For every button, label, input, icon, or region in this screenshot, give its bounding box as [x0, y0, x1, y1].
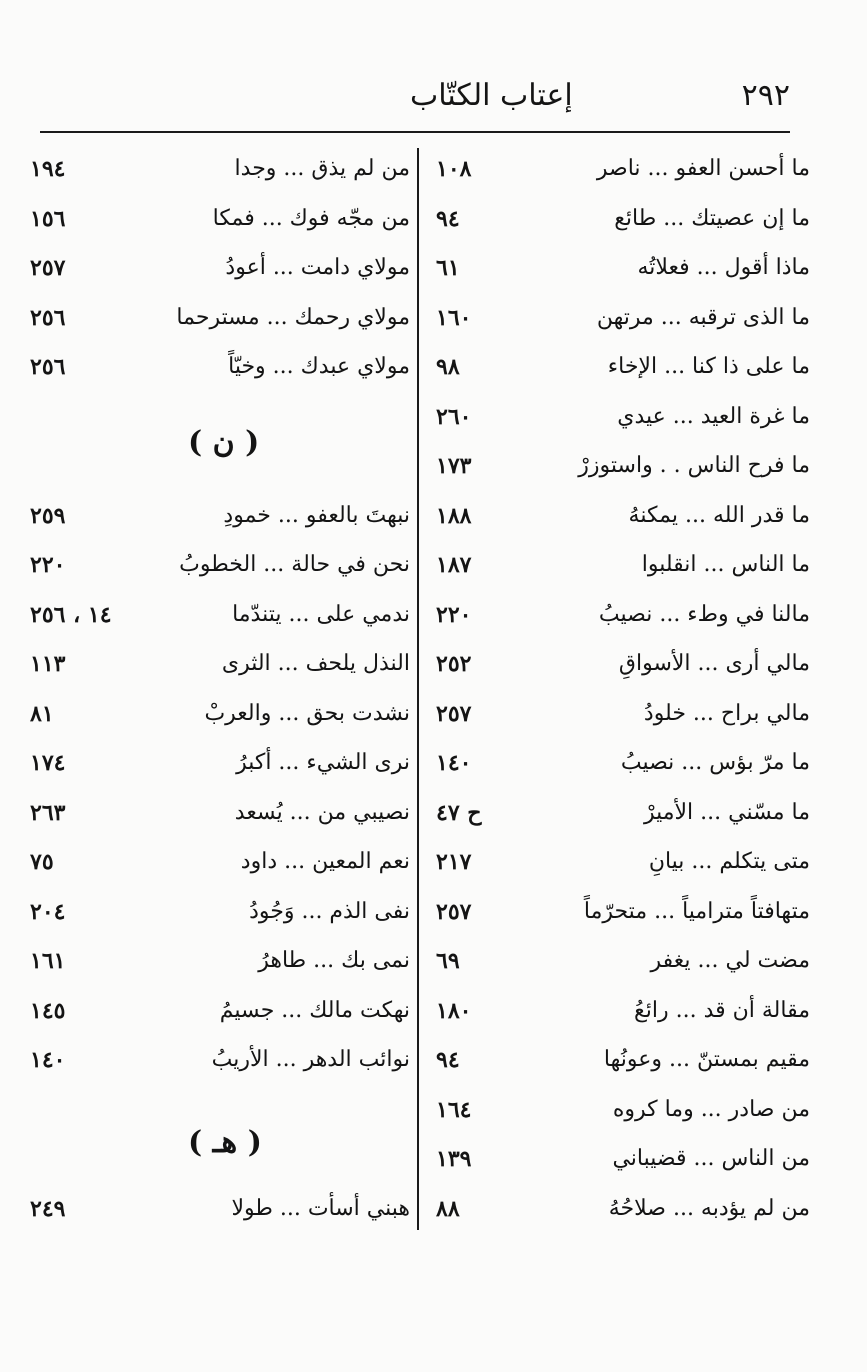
entry-text: نبهتَ بالعفو ... خمودِ	[223, 502, 410, 528]
section-letter-nun: ( ن )	[188, 425, 260, 460]
entry-text: ما إن عصيتك ... طائع	[614, 205, 810, 231]
index-entry	[30, 742, 410, 792]
entry-page-number: ١٩٤	[30, 156, 66, 182]
index-entry	[30, 940, 410, 990]
index-entry	[30, 1188, 410, 1238]
entry-page-number: ١٧٣	[436, 453, 472, 479]
entry-text: ماذا أقول ... فعلاتُه	[637, 255, 810, 280]
entry-text: مضت لي ... يغفر	[650, 948, 810, 973]
index-entry	[30, 297, 410, 347]
entry-text: من الناس ... قضيباني	[612, 1146, 810, 1171]
index-entry	[30, 792, 410, 842]
header-rule	[40, 131, 790, 133]
entry-page-number: ح ٤٧	[436, 799, 482, 826]
index-entry	[30, 1039, 410, 1089]
entry-page-number: ١٨٧	[436, 552, 472, 578]
entry-text: نصيبي من ... يُسعد	[234, 799, 410, 825]
entry-text: متى يتكلم ... بيانِ	[648, 849, 810, 874]
entry-page-number: ١٤٥	[30, 997, 66, 1024]
entry-text: ما الناس ... انقلبوا	[641, 552, 810, 577]
page-number: ٢٩٢	[741, 78, 790, 113]
entry-page-number: ١٦٠	[436, 304, 472, 331]
index-entry	[30, 148, 410, 198]
index-entry	[30, 643, 410, 693]
entry-text: مالي براح ... خلودُ	[643, 700, 810, 726]
entry-page-number: ٦٩	[436, 948, 460, 974]
index-entry	[428, 940, 810, 990]
index-entry	[30, 594, 410, 644]
entry-page-number: ٦١	[436, 255, 460, 281]
entry-page-number: ٢٦٠	[436, 403, 472, 430]
entry-page-number: ٢٥٦	[30, 354, 66, 380]
running-title: إعتاب الكتّاب	[410, 78, 573, 113]
entry-text: نفى الذم ... وَجُودُ	[249, 898, 410, 924]
index-entry	[30, 990, 410, 1040]
entry-text: النذل يلحف ... الثرى	[221, 651, 410, 676]
entry-text: ما مرّ بؤس ... نصيبُ	[620, 750, 810, 775]
page-header	[40, 78, 790, 122]
index-entry	[428, 594, 810, 644]
entry-text: من لم يذق ... وجدا	[234, 156, 410, 181]
index-entry	[30, 891, 410, 941]
entry-page-number: ٩٨	[436, 354, 460, 380]
entry-text: ندمي على ... يتندّما	[232, 601, 410, 627]
index-entry	[428, 841, 810, 891]
entry-text: ما مسّني ... الأميرْ	[643, 799, 810, 825]
index-entry	[428, 247, 810, 297]
entry-text: مولاي دامت ... أعودُ	[225, 255, 410, 280]
index-entry	[428, 792, 810, 842]
entry-page-number: ٩٤	[436, 205, 460, 232]
entry-page-number: ١١٣	[30, 651, 66, 677]
entry-text: ما الذى ترقبه ... مرتهن	[596, 304, 810, 330]
section-letter-ha: ( هـ )	[188, 1125, 262, 1160]
entry-page-number: ٢٢٠	[30, 552, 66, 578]
entry-text: نحن في حالة ... الخطوبُ	[179, 552, 410, 577]
entry-text: مقيم بمستنّ ... وعونُها	[603, 1047, 810, 1072]
entry-page-number: ٢٥٧	[436, 700, 472, 727]
entry-page-number: ٢٥٧	[436, 898, 472, 925]
entry-text: ما غرة العيد ... عيدي	[617, 403, 810, 429]
entry-text: نهكت مالك ... جسيمُ	[219, 997, 410, 1023]
entry-text: نوائب الدهر ... الأريبُ	[211, 1047, 410, 1072]
index-entry	[428, 544, 810, 594]
index-entry	[30, 495, 410, 545]
entry-text: نعم المعين ... داود	[240, 849, 410, 874]
entry-text: مولاي عبدك ... وخيّاً	[228, 354, 410, 379]
entry-page-number: ١٤٠	[436, 750, 472, 776]
entry-page-number: ١٤٠	[30, 1047, 66, 1073]
entry-text: مقالة أن قد ... رائعُ	[634, 997, 810, 1023]
index-entry	[30, 693, 410, 743]
index-entry	[428, 346, 810, 396]
entry-page-number: ٢٥٢	[436, 651, 472, 677]
entry-page-number: ١٤ ، ٢٥٦	[30, 601, 112, 628]
index-entry	[428, 693, 810, 743]
entry-text: مالي أرى ... الأسواقِ	[618, 651, 810, 676]
entry-page-number: ١٥٦	[30, 205, 66, 232]
entry-page-number: ٢٥٧	[30, 255, 66, 281]
entry-page-number: ٨١	[30, 700, 54, 727]
entry-text: من صادر ... وما كروه	[612, 1096, 810, 1122]
entry-text: مولاي رحمك ... مسترحما	[176, 304, 410, 330]
entry-page-number: ٢٢٠	[436, 601, 472, 628]
index-entry	[428, 148, 810, 198]
index-entry	[30, 247, 410, 297]
index-entry	[428, 1138, 810, 1188]
column-separator	[417, 148, 419, 1230]
entry-page-number: ٢٦٣	[30, 799, 66, 826]
entry-text: ما قدر الله ... يمكنهُ	[628, 502, 810, 528]
entry-text: ما فرح الناس . . واستوزرْ	[578, 453, 810, 478]
entry-text: من مجّه فوك ... فمكا	[212, 205, 410, 231]
index-entry	[30, 198, 410, 248]
entry-page-number: ٢١٧	[436, 849, 472, 875]
entry-text: نشدت بحق ... والعربْ	[204, 700, 410, 726]
entry-page-number: ٢٠٤	[30, 898, 66, 925]
entry-page-number: ١٦٤	[436, 1096, 472, 1123]
index-entry	[428, 990, 810, 1040]
entry-page-number: ٢٤٩	[30, 1195, 66, 1222]
index-entry	[428, 643, 810, 693]
index-entry	[428, 495, 810, 545]
index-entry	[428, 396, 810, 446]
entry-page-number: ٢٥٦	[30, 304, 66, 331]
index-entry	[428, 891, 810, 941]
entry-page-number: ١٣٩	[436, 1146, 472, 1172]
entry-text: ما على ذا كنا ... الإخاء	[607, 354, 810, 379]
entry-page-number: ١٠٨	[436, 156, 472, 182]
left-column	[30, 148, 410, 1237]
index-entry	[30, 346, 410, 396]
index-entry	[428, 1089, 810, 1139]
entry-page-number: ٢٥٩	[30, 502, 66, 529]
index-entry	[428, 198, 810, 248]
entry-page-number: ١٨٠	[436, 997, 472, 1024]
entry-text: هبني أسأت ... طولا	[231, 1195, 410, 1221]
entry-page-number: ١٦١	[30, 948, 66, 974]
entry-page-number: ٩٤	[436, 1047, 460, 1073]
entry-text: نرى الشيء ... أكبرُ	[236, 750, 410, 775]
index-entry	[428, 445, 810, 495]
index-entry	[30, 544, 410, 594]
entry-text: مالنا في وطء ... نصيبُ	[598, 601, 810, 627]
index-entry	[428, 297, 810, 347]
entry-text: من لم يؤدبه ... صلاحُهُ	[608, 1195, 810, 1221]
index-entry	[428, 1188, 810, 1238]
index-entry	[428, 1039, 810, 1089]
entry-text: ما أحسن العفو ... ناصر	[596, 156, 810, 181]
right-column	[428, 148, 810, 1237]
index-entry	[428, 742, 810, 792]
entry-page-number: ٧٥	[30, 849, 54, 875]
entry-page-number: ١٨٨	[436, 502, 472, 529]
entry-page-number: ٨٨	[436, 1195, 460, 1222]
entry-page-number: ١٧٤	[30, 750, 66, 776]
index-entry	[30, 841, 410, 891]
entry-text: نمى بك ... طاهرُ	[258, 948, 410, 973]
entry-text: متهافتاً مترامياً ... متحرّماً	[583, 898, 810, 924]
